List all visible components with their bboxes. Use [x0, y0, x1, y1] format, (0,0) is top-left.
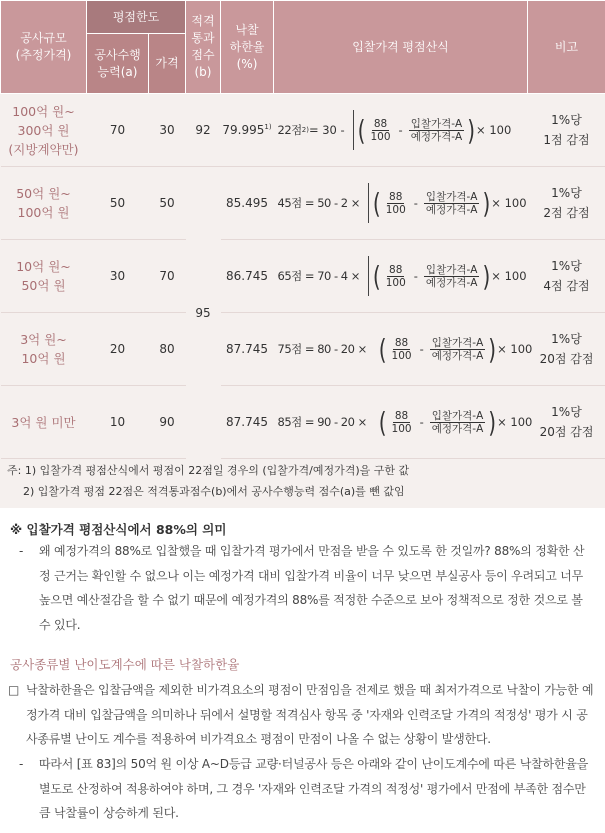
- paragraph-lower-limit: [8, 678, 594, 752]
- cell-rate: [221, 167, 274, 240]
- times-100: × 100: [491, 196, 527, 210]
- paren-close: ): [482, 259, 491, 293]
- cell-formula: [274, 313, 533, 386]
- fraction-88: [368, 118, 392, 143]
- frac-num: 88: [389, 263, 403, 276]
- frac-den: 예정가격-A: [425, 276, 478, 289]
- cell-capacity: 70: [87, 94, 149, 167]
- paren-open: (: [357, 113, 366, 147]
- frac-den: 100: [391, 349, 412, 362]
- minus-sign: -: [413, 196, 418, 210]
- cell-note: 1%당 4점 감점: [528, 240, 605, 313]
- cell-pass-score: 95: [195, 305, 211, 320]
- paren-open: (: [378, 405, 387, 439]
- frac-den: 100: [385, 276, 406, 289]
- cell-formula: [274, 386, 533, 459]
- box-bullet: □: [8, 683, 20, 697]
- cell-price: 50: [149, 167, 186, 240]
- frac-num: 88: [389, 190, 403, 203]
- frac-num: 88: [373, 117, 388, 130]
- header-pass-score: 적격 통과 점수 (b): [186, 1, 221, 94]
- fraction-88: [390, 337, 414, 362]
- cell-note: 1%당 2점 감점: [528, 167, 605, 240]
- frac-num: 입찰가격-A: [431, 336, 484, 349]
- formula-lhs: 65점 = 70 - 4 ×: [277, 269, 360, 283]
- frac-den: 100: [370, 130, 391, 143]
- frac-den: 예정가격-A: [431, 349, 484, 362]
- frac-den: 100: [391, 422, 412, 435]
- header-price: 가격: [149, 34, 186, 94]
- cell-price: 70: [149, 240, 186, 313]
- fraction-88: [384, 264, 408, 289]
- cell-formula: [274, 167, 528, 240]
- times-100: × 100: [497, 342, 533, 356]
- frac-den: 예정가격-A: [425, 203, 478, 216]
- header-capacity: 공사수행 능력(a): [87, 34, 149, 94]
- cell-capacity: 20: [87, 313, 149, 386]
- note-1: 주: 1) 입찰가격 평점산식에서 평점이 22점일 경우의 (입찰가격/예정가격)을 구한 값: [7, 464, 410, 477]
- cell-price: 90: [149, 386, 186, 459]
- cell-rate: [221, 94, 274, 167]
- formula-lhs: 22점: [277, 123, 302, 137]
- cell-scale: 50억 원~ 100억 원: [1, 167, 87, 240]
- cell-scale: 100억 원~ 300억 원 (지방계약만): [1, 94, 87, 167]
- cell-rate: [221, 313, 274, 386]
- frac-num: 입찰가격-A: [410, 117, 463, 130]
- times-100: × 100: [476, 123, 512, 137]
- paren-close: ): [482, 186, 491, 220]
- cell-formula: [274, 94, 528, 167]
- fraction-ratio: [430, 410, 486, 435]
- paren-close: ): [488, 332, 497, 366]
- fraction-88: [384, 191, 408, 216]
- table-row: [1, 94, 605, 167]
- formula-lhs: 75점 = 80 - 20 ×: [277, 342, 367, 356]
- header-formula: 입찰가격 평점산식: [274, 1, 528, 94]
- cell-price: 80: [149, 313, 186, 386]
- fraction-ratio: [424, 191, 480, 216]
- rate-value: 79.995: [222, 123, 265, 137]
- cell-formula: [274, 240, 528, 313]
- formula-lhs: 45점 = 50 - 2 ×: [277, 196, 360, 210]
- paren-open: (: [378, 332, 387, 366]
- rate-value: 86.745: [226, 269, 268, 283]
- frac-num: 입찰가격-A: [425, 263, 478, 276]
- minus-sign: -: [413, 269, 418, 283]
- cell-scale: 3억 원 미만: [1, 386, 87, 459]
- table-row: [1, 386, 605, 459]
- table-row: [1, 313, 605, 386]
- header-scale: 공사규모 (추정가격): [1, 1, 87, 94]
- cell-rate: [221, 240, 274, 313]
- paren-close: ): [488, 405, 497, 439]
- explanation-section: [0, 508, 605, 833]
- header-note: 비고: [528, 1, 605, 94]
- header-rate: 낙찰 하한율 (%): [221, 1, 274, 94]
- paragraph-text: 따라서 [표 83]의 50억 원 이상 A~D등급 교량·터널공사 등은 아래와 같이 난이도계수에 따른 낙찰하한율을 별도로 산정하여 적용하여야 하며, 그 경우 '자재와 인력조달 가격의 적정성' 평가에서 만점에 부족한 점수만큼 낙찰률이 상승하게 된다.: [39, 757, 589, 820]
- times-100: × 100: [491, 269, 527, 283]
- abs-bar: [368, 256, 369, 296]
- minus-sign: -: [398, 123, 403, 137]
- cell-note: 1%당 1점 감점: [528, 94, 605, 167]
- cell-capacity: 10: [87, 386, 149, 459]
- formula-footnote: 2): [301, 126, 309, 134]
- table-row: [1, 167, 605, 240]
- frac-den: 100: [385, 203, 406, 216]
- frac-den: 예정가격-A: [410, 130, 463, 143]
- frac-num: 88: [394, 336, 409, 349]
- frac-num: 입찰가격-A: [425, 190, 478, 203]
- paren-open: (: [372, 186, 381, 220]
- dash-marker: -: [19, 544, 24, 558]
- cell-scale: 10억 원~ 50억 원: [1, 240, 87, 313]
- cell-note: 1%당 20점 감점: [528, 313, 605, 386]
- fraction-88: [390, 410, 414, 435]
- section-heading: ※ 입찰가격 평점산식에서 88%의 의미: [10, 522, 227, 537]
- cell-capacity: 30: [87, 240, 149, 313]
- minus-sign: -: [419, 342, 424, 356]
- abs-bar: [368, 183, 369, 223]
- fraction-ratio: [430, 337, 486, 362]
- header-limit-group: 평점한도: [87, 1, 186, 34]
- paragraph-88-meaning: [19, 539, 594, 637]
- cell-note: 1%당 20점 감점: [528, 386, 605, 459]
- dash-marker: -: [19, 757, 24, 771]
- paragraph-text: 왜 예정가격의 88%로 입찰했을 때 입찰가격 평가에서 만점을 받을 수 있도록 한 것일까? 88%의 정확한 산정 근거는 확인할 수 없으나 이는 예정가격 대비 입찰가격 비율이 너무 낮으면 부실공사 등이 우려되고 너무 높으면 예산절감을 할 수 없기 때문에 예정가격의 88%를 적정한 수준으로 보아 정책적으로 정한 것으로 볼 수 있다.: [39, 544, 585, 632]
- formula-lhs: 85점 = 90 - 20 ×: [277, 415, 367, 429]
- paragraph-text: 낙찰하한율은 입찰금액을 제외한 비가격요소의 평점이 만점임을 전제로 했을 때 최저가격으로 낙찰이 가능한 예정가격 대비 입찰금액을 의미하나 뒤에서 설명할 적격심사 항목 중 '자재와 인력조달 가격의 적정성' 평가 시 공사종류별 난이도 계수를 적용하여 비가격요소 평점이 만점이 나올 수 없는 상황이 발생한다.: [26, 683, 594, 746]
- fraction-ratio: [409, 118, 465, 143]
- frac-num: 입찰가격-A: [431, 409, 484, 422]
- paragraph-difficulty: [19, 752, 594, 826]
- rate-value: 87.745: [226, 342, 268, 356]
- cell-pass-score: 92: [186, 94, 221, 167]
- minus-sign: -: [419, 415, 424, 429]
- abs-bar: [353, 110, 354, 150]
- cell-scale: 3억 원~ 10억 원: [1, 313, 87, 386]
- times-100: × 100: [497, 415, 533, 429]
- formula-eq: = 30 -: [308, 123, 345, 137]
- cell-price: 30: [149, 94, 186, 167]
- section-heading-2: 공사종류별 난이도계수에 따른 낙찰하한율: [10, 657, 240, 672]
- paren-open: (: [372, 259, 381, 293]
- table-row: [1, 240, 605, 313]
- rate-value: 87.745: [226, 415, 268, 429]
- rate-footnote: 1): [264, 123, 272, 131]
- cell-capacity: 50: [87, 167, 149, 240]
- frac-num: 88: [394, 409, 409, 422]
- frac-den: 예정가격-A: [431, 422, 484, 435]
- cell-rate: [221, 386, 274, 459]
- note-2: 2) 입찰가격 평점 22점은 적격통과점수(b)에서 공사수행능력 점수(a)를 뺀 값임: [23, 485, 405, 498]
- rate-value: 85.495: [226, 196, 268, 210]
- paren-close: ): [467, 113, 476, 147]
- fraction-ratio: [424, 264, 480, 289]
- table-notes: [7, 460, 409, 502]
